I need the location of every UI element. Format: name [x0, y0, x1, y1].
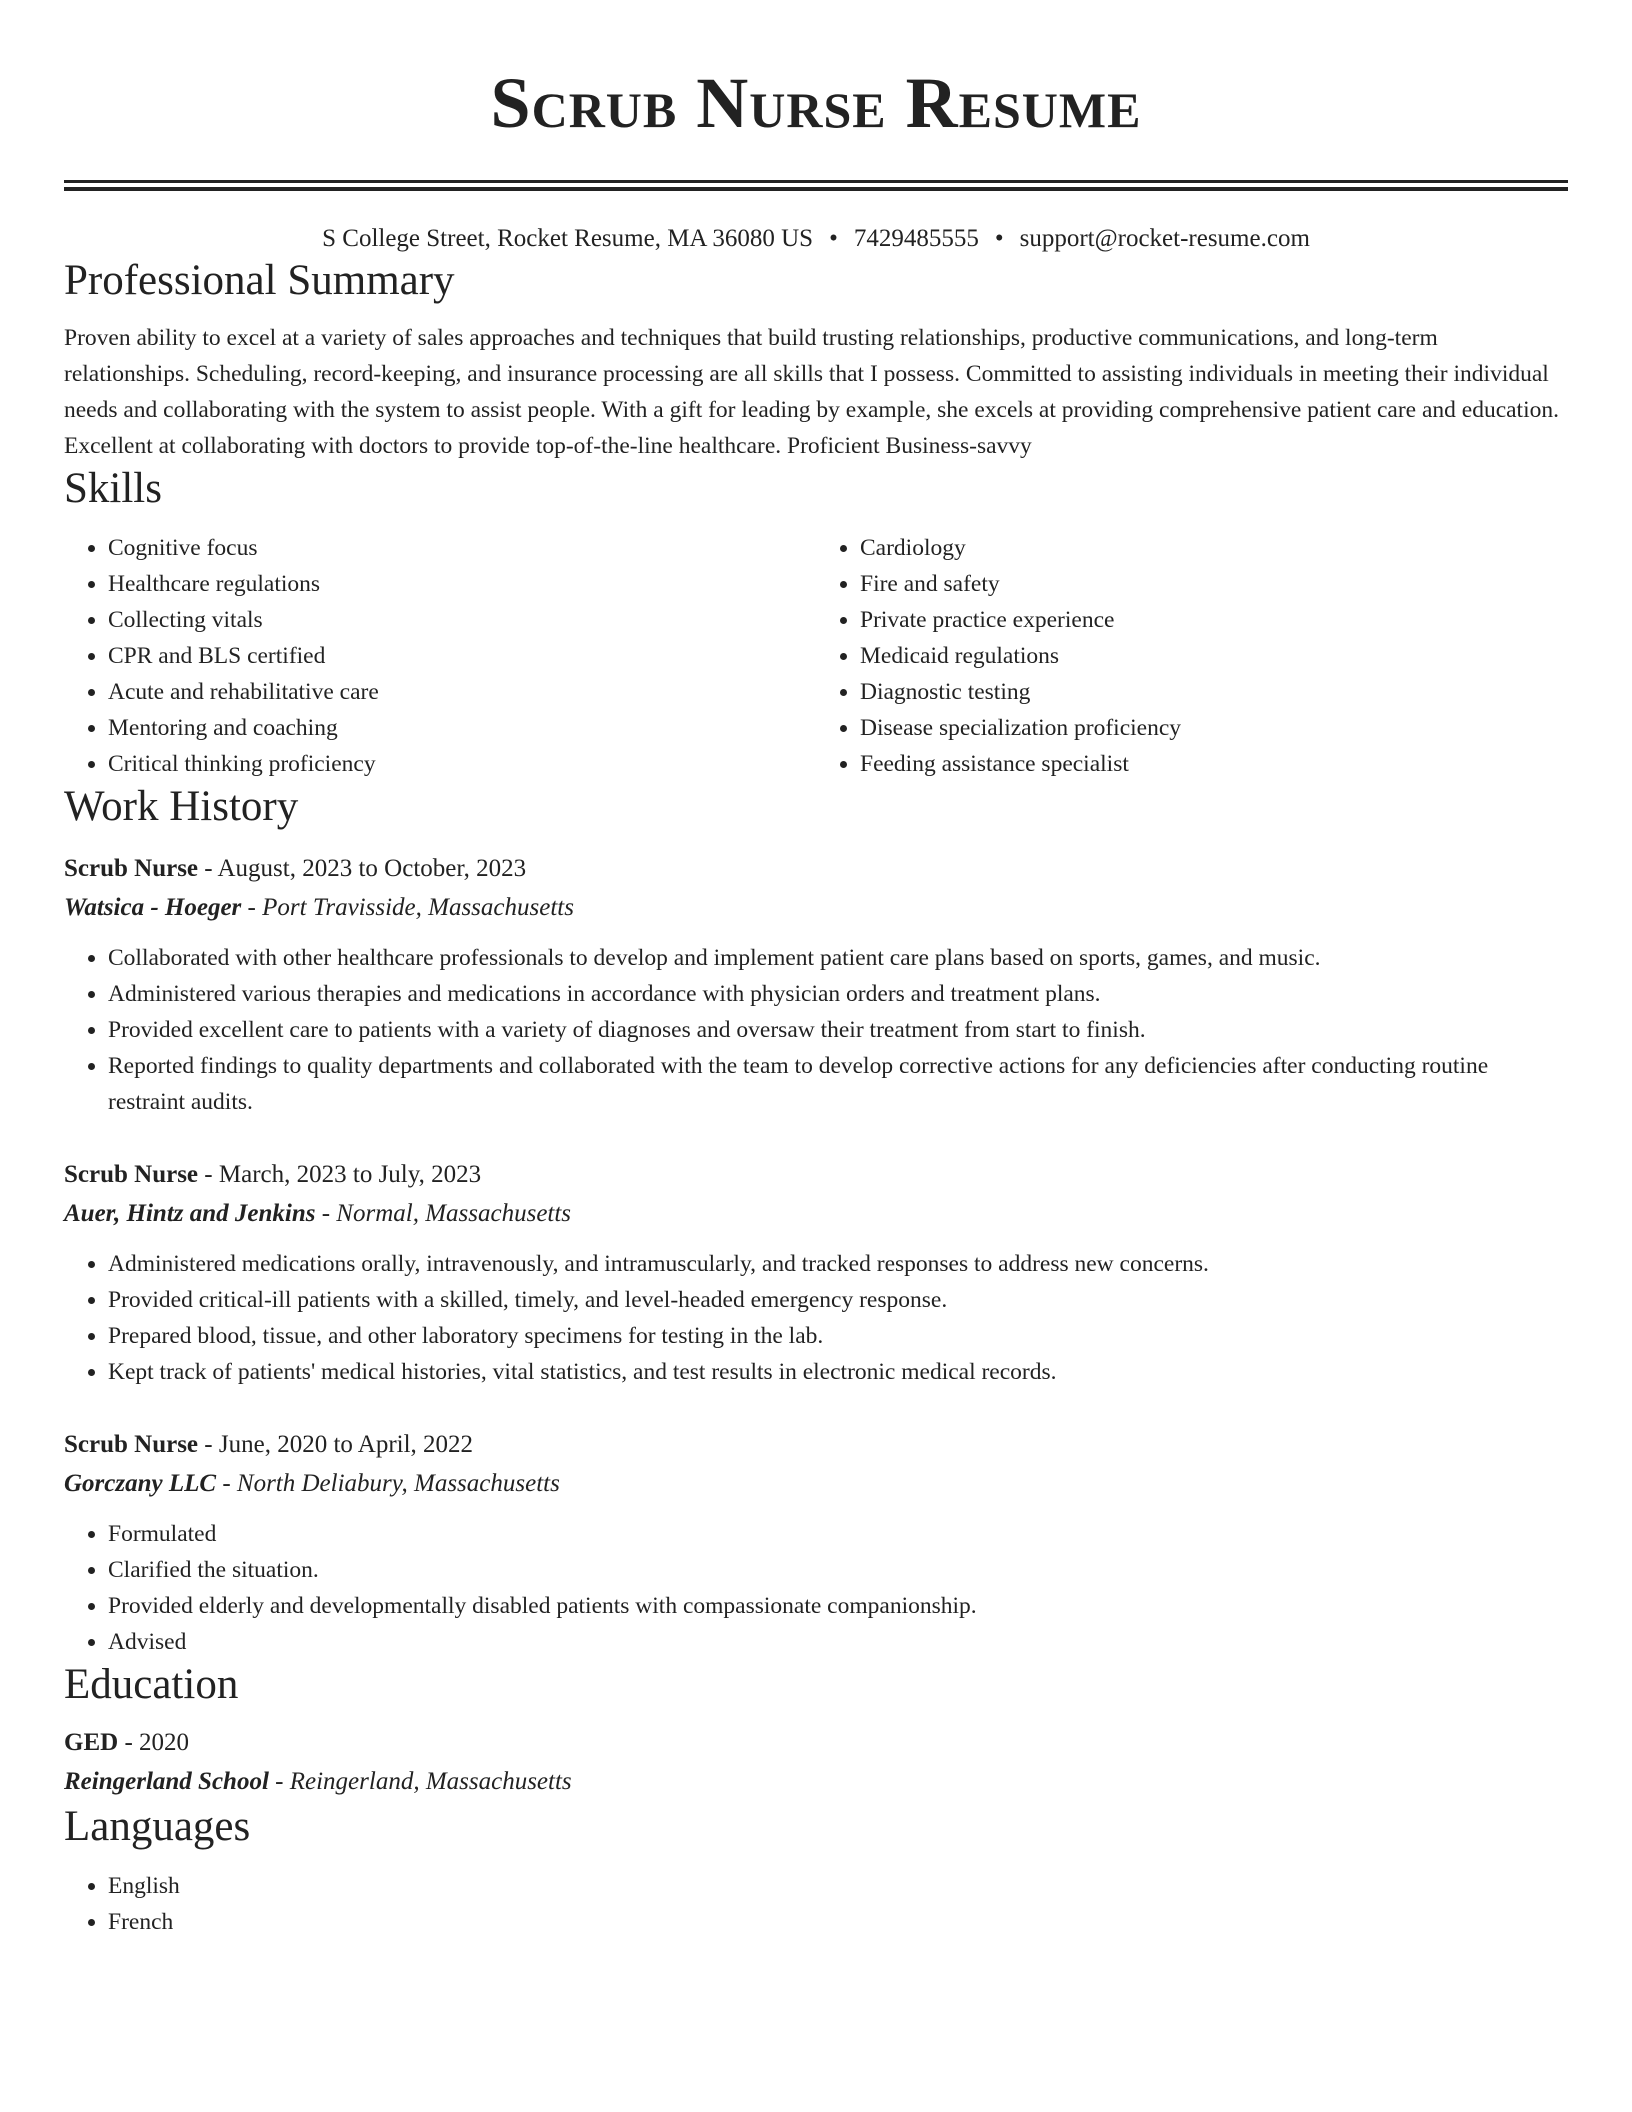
- skill-item: • Fire and safety: [860, 566, 1568, 602]
- job-location: - Port Travisside, Massachusetts: [241, 894, 574, 921]
- language-item: • English: [108, 1868, 1568, 1904]
- job-location: - Normal, Massachusetts: [315, 1200, 572, 1227]
- job-company: Watsica - Hoeger: [64, 894, 242, 921]
- job-bullet: • Reported findings to quality departments and collaborated with the team to develop corrective actions for any deficiencies after conducting routine restraint audits.: [108, 1048, 1568, 1120]
- job-bullet: • Advised: [108, 1624, 1568, 1660]
- languages-list: [64, 1868, 1568, 1940]
- job-employer-line: [64, 1194, 1568, 1234]
- job-bullets: [64, 1516, 1568, 1660]
- education-entry: [64, 1724, 1568, 1802]
- job-dates: - June, 2020 to April, 2022: [198, 1431, 474, 1458]
- job-title: Scrub Nurse: [64, 855, 199, 882]
- job-bullet: • Provided critical-ill patients with a skilled, timely, and level-headed emergency response.: [108, 1282, 1568, 1318]
- job-bullet: • Clarified the situation.: [108, 1552, 1568, 1588]
- job-bullet: • Provided excellent care to patients with a variety of diagnoses and oversaw their treatment from start to finish.: [108, 1012, 1568, 1048]
- work-history-heading: Work History: [64, 783, 299, 830]
- education-year: - 2020: [118, 1729, 190, 1756]
- job-heading: [64, 1156, 1568, 1194]
- contact-email: support@rocket-resume.com: [1019, 225, 1310, 252]
- job-title: Scrub Nurse: [64, 1431, 199, 1458]
- education-heading: Education: [64, 1661, 239, 1708]
- skill-item: • Private practice experience: [860, 602, 1568, 638]
- job-entry: [64, 850, 1568, 1120]
- education-school-line: [64, 1762, 1568, 1802]
- job-employer-line: [64, 1464, 1568, 1504]
- languages-section: [64, 1868, 1568, 1940]
- contact-phone: 7429485555: [853, 225, 979, 252]
- contact-separator: •: [994, 225, 1004, 252]
- contact-separator: •: [829, 225, 838, 252]
- contact-line: [64, 222, 1568, 256]
- summary-heading: Professional Summary: [64, 257, 455, 304]
- education-location: - Reingerland, Massachusetts: [268, 1768, 572, 1795]
- contact-address: S College Street, Rocket Resume, MA 36080 US: [322, 225, 814, 252]
- skill-item: • Mentoring and coaching: [108, 710, 816, 746]
- skills-right-list: [816, 530, 1568, 782]
- skill-item: • Critical thinking proficiency: [108, 746, 816, 782]
- job-bullet: • Formulated: [108, 1516, 1568, 1552]
- job-employer-line: [64, 888, 1568, 928]
- job-company: Gorczany LLC: [64, 1470, 217, 1497]
- summary-text: Proven ability to excel at a variety of sales approaches and techniques that build trusting relationships, productive communications, and long-term relationships. Scheduling, record-keeping, and insurance processing are all skills that I possess. Committed to assisting individuals in meeting their individual needs and collaborating with the system to assist people. With a gift for leading by example, she excels at providing comprehensive patient care and education. Excellent at collaborating with doctors to provide top-of-the-line healthcare. Proficient Business-savvy: [64, 325, 1559, 459]
- job-bullets: [64, 940, 1568, 1120]
- skill-item: • Diagnostic testing: [860, 674, 1568, 710]
- skill-item: • Acute and rehabilitative care: [108, 674, 816, 710]
- job-dates: - March, 2023 to July, 2023: [198, 1161, 482, 1188]
- skills-left-list: [64, 530, 816, 782]
- skill-item: • Collecting vitals: [108, 602, 816, 638]
- job-bullet: • Provided elderly and developmentally disabled patients with compassionate companionship.: [108, 1588, 1568, 1624]
- job-bullet: • Administered medications orally, intravenously, and intramuscularly, and tracked responses to address new concerns.: [108, 1246, 1568, 1282]
- education-degree: GED: [64, 1729, 119, 1756]
- skill-item: • Cognitive focus: [108, 530, 816, 566]
- job-heading: [64, 850, 1568, 888]
- languages-heading: Languages: [64, 1803, 251, 1850]
- skill-item: • Cardiology: [860, 530, 1568, 566]
- education-school: Reingerland School: [64, 1768, 269, 1795]
- language-item: • French: [108, 1904, 1568, 1940]
- skill-item: • Medicaid regulations: [860, 638, 1568, 674]
- job-company: Auer, Hintz and Jenkins: [64, 1200, 316, 1227]
- job-dates: - August, 2023 to October, 2023: [198, 855, 527, 882]
- job-heading: [64, 1426, 1568, 1464]
- resume-title: Scrub Nurse Resume: [490, 63, 1142, 143]
- resume-page: [64, 0, 1568, 1940]
- job-location: - North Deliabury, Massachusetts: [216, 1470, 560, 1497]
- skill-item: • Feeding assistance specialist: [860, 746, 1568, 782]
- skills-columns: [64, 530, 1568, 782]
- job-entry: [64, 1426, 1568, 1660]
- title-double-rule: [64, 180, 1568, 191]
- skill-item: • CPR and BLS certified: [108, 638, 816, 674]
- job-title: Scrub Nurse: [64, 1161, 199, 1188]
- skills-heading: Skills: [64, 465, 162, 512]
- job-bullet: • Administered various therapies and medications in accordance with physician orders and treatment plans.: [108, 976, 1568, 1012]
- skill-item: • Healthcare regulations: [108, 566, 816, 602]
- job-bullet: • Collaborated with other healthcare professionals to develop and implement patient care plans based on sports, games, and music.: [108, 940, 1568, 976]
- job-entry: [64, 1156, 1568, 1390]
- job-bullets: [64, 1246, 1568, 1390]
- education-degree-line: [64, 1724, 1568, 1762]
- job-bullet: • Kept track of patients' medical histories, vital statistics, and test results in electronic medical records.: [108, 1354, 1568, 1390]
- skill-item: • Disease specialization proficiency: [860, 710, 1568, 746]
- job-bullet: • Prepared blood, tissue, and other laboratory specimens for testing in the lab.: [108, 1318, 1568, 1354]
